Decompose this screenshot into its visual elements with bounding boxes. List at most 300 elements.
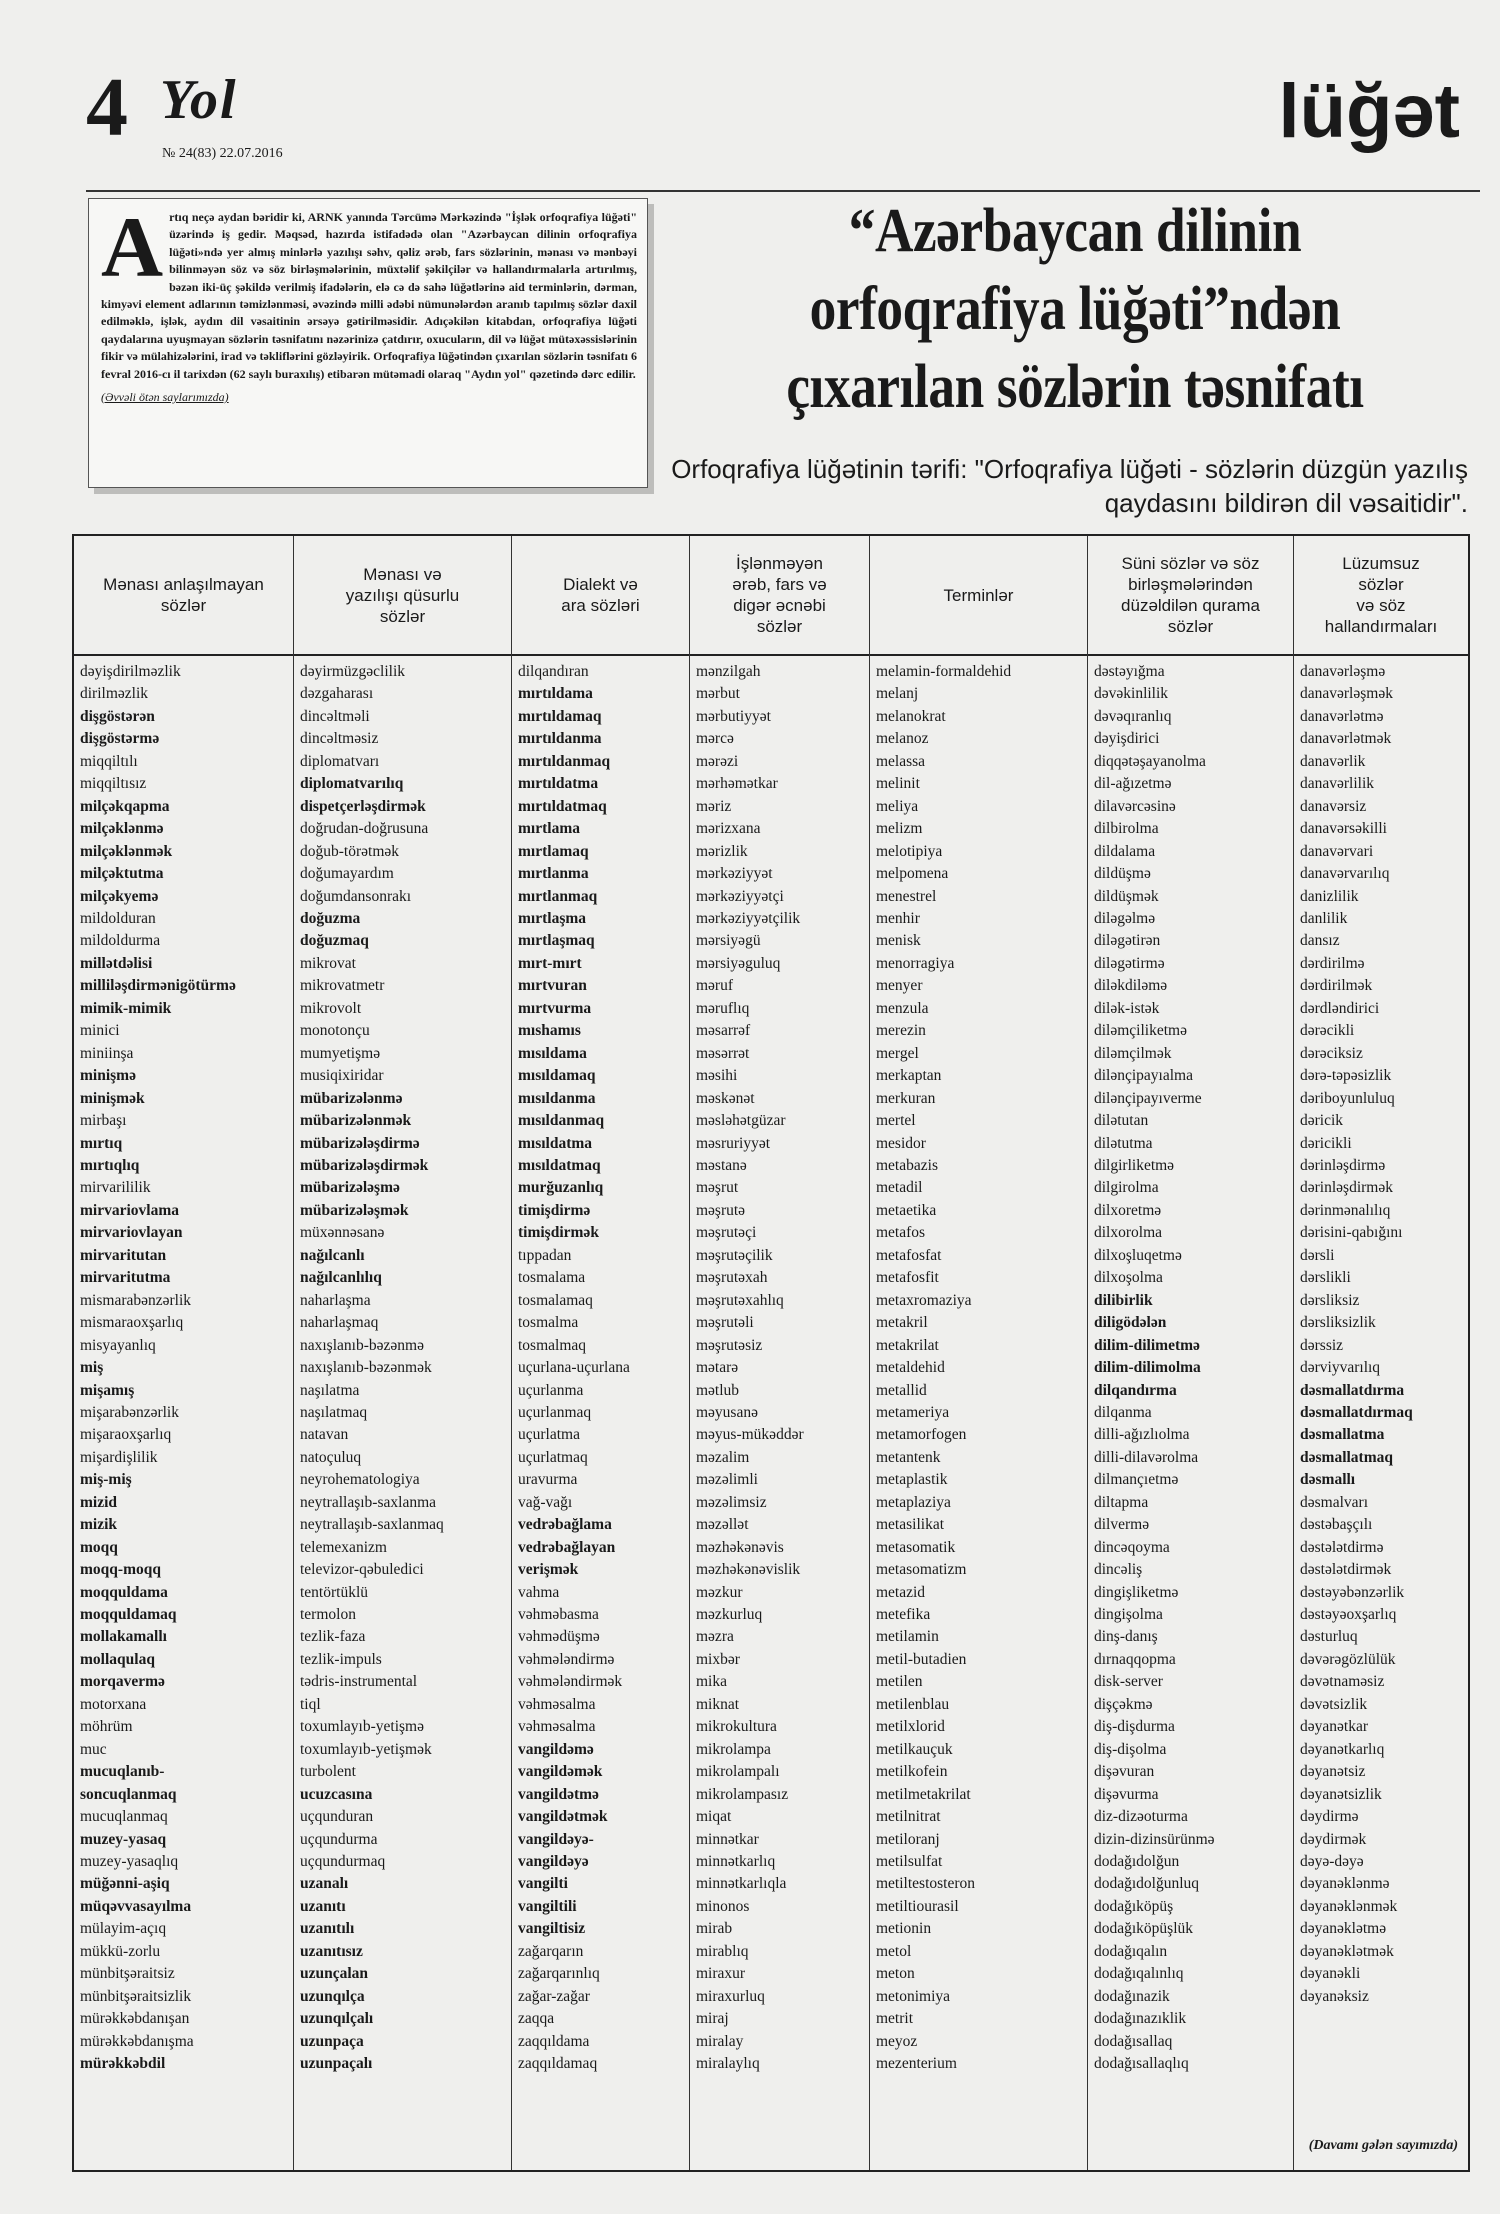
word-entry: məzəllət: [696, 1516, 749, 1534]
word-entry: məsarrəf: [696, 1022, 751, 1040]
word-entry: məsləhətgüzar: [696, 1112, 786, 1130]
definition-text: Orfoqrafiya lüğətinin tərifi: "Orfoqrafiya lüğəti - sözlərin düzgün yazılış qaydasını bildirən dil vəsaitidir".: [671, 454, 1468, 518]
word-entry: nağılcanlılıq: [300, 1269, 382, 1287]
word-entry: metiloranj: [876, 1830, 940, 1848]
headline: [727, 192, 1424, 426]
word-entry: vəhmədüşmə: [518, 1628, 600, 1646]
word-entry: milçəklənmə: [80, 820, 164, 838]
word-entry: melanoz: [876, 730, 929, 748]
word-entry: dərdirilmək: [1300, 977, 1373, 995]
continued-note: (Davamı gələn sayımızda): [1308, 2138, 1458, 2153]
intro-text: rtıq neçə aydan bəridir ki, ARNK yanında Tərcümə Mərkəzində "İşlək orfoqrafiya lüğəti" üzərində iş gedir. Məqsəd, hazırda istifadədə olan "Azərbaycan dilinin orfoqrafiya lüğəti»ndə yer almış minlərlə yazılışı səhv, qəliz ərəb, fars sözlərinin, mənası və mənbəyi bilinməyən söz və söz birləşmələrinin, müxtəlif şəkilçilər və hallandırmalarla artırılmış, bəzən iki-üç şəkildə verilmiş ifadələrin, elə cə də sahə lüğətlərinə aid terminlərin, dərman, kimyəvi element adlarının təmizlənməsi, əvəzində milli ədəbi nümunələrdən aranıb tapılmış sözlər daxil edilməklə, işlək, aydın dil vəsaitinin ərsəyə gətirilməsidir. Adıçəkilən kitabdan, orfoqrafiya lüğəti qaydalarına uyuşmayan sözlərin təsnifatını nəzərinizə çatdırır, oxucuların, dil və lüğət mütəxəssislərinin fikir və mülahizələrini, irad və təkliflərini gözləyirik. Orfoqrafiya lüğətindən çıxarılan sözlərin təsnifatı 6 fevral 2016-cı il tarixdən (62 saylı buraxılış) etibarən mütəmadi olaraq "Aydın yol" qəzetində dərc edilir.: [101, 210, 637, 381]
word-entry: mırtlama: [518, 820, 580, 838]
word-entry: dəyanəkli: [1300, 1965, 1361, 1983]
word-entry: dildüşmə: [1094, 865, 1151, 883]
word-entry: dişəvurma: [1094, 1785, 1159, 1803]
headline-line-2: orfoqrafiya lüğəti”ndən: [809, 275, 1341, 343]
word-entry: mübarizələnmə: [300, 1089, 403, 1107]
column-header-line: sözlər: [756, 617, 803, 636]
word-entry: mürəkkəbdil: [80, 2055, 166, 2073]
word-entry: mildolduran: [80, 909, 156, 927]
word-entry: zaqqa: [518, 2010, 555, 2028]
word-entry: dodağıqalınlıq: [1094, 1965, 1184, 1983]
word-entry: termolon: [300, 1606, 356, 1624]
word-entry: məzalim: [696, 1448, 750, 1466]
word-entry: doğumayardım: [300, 865, 394, 883]
word-entry: moqq-moqq: [80, 1561, 161, 1579]
word-entry: doğuzma: [300, 909, 361, 927]
word-entry: miş-miş: [80, 1471, 132, 1489]
word-entry: mərizlik: [696, 842, 748, 860]
word-entry: dəstəyığma: [1094, 663, 1165, 680]
word-entry: metonimiya: [876, 1987, 951, 2005]
word-entry: zağar-zağar: [518, 1987, 590, 2005]
word-entry: mübarizələşmə: [300, 1179, 400, 1197]
column-word-list: [870, 656, 1087, 2076]
word-entry: miş: [80, 1359, 104, 1377]
column-header-line: Süni sözlər və söz: [1121, 554, 1260, 573]
word-entry: dərslikli: [1300, 1269, 1351, 1287]
word-entry: mişardişlilik: [80, 1448, 158, 1466]
page-number: 4: [86, 61, 128, 154]
word-entry: mırtvuran: [518, 977, 587, 995]
column-header-line: birləşmələrindən: [1128, 575, 1253, 594]
word-entry: dərdirilmə: [1300, 954, 1365, 972]
word-entry: mikrovatmetr: [300, 977, 385, 995]
word-entry: dildüşmək: [1094, 887, 1159, 905]
word-entry: melizm: [876, 820, 923, 838]
word-entry: dilli-ağızlıolma: [1094, 1426, 1190, 1444]
word-entry: miqqiltılı: [80, 752, 138, 770]
word-entry: dəyanəklətmə: [1300, 1920, 1387, 1938]
word-entry: uçurlanmaq: [518, 1403, 592, 1421]
word-entry: metafosfit: [876, 1269, 939, 1287]
word-entry: mucuqlanmaq: [80, 1808, 168, 1826]
word-entry: dodağıdolğunluq: [1094, 1875, 1200, 1893]
word-entry: soncuqlanmaq: [80, 1785, 177, 1803]
word-entry: dəstəyəbənzərlik: [1300, 1583, 1405, 1601]
word-entry: məruflıq: [696, 999, 750, 1017]
word-entry: ucuzcasına: [300, 1785, 373, 1803]
word-entry: mısıldama: [518, 1044, 587, 1062]
word-entry: metionin: [876, 1920, 932, 1938]
word-entry: mırtlamaq: [518, 842, 589, 860]
word-entry: dəsmallatdırmaq: [1300, 1403, 1413, 1421]
word-entry: mərəzi: [696, 752, 739, 770]
word-entry: metilkofein: [876, 1763, 948, 1781]
word-entry: murğuzanlıq: [518, 1179, 604, 1197]
word-entry: dilxoşolma: [1094, 1269, 1163, 1287]
intro-note: (Əvvəli ötən saylarımızda): [101, 390, 229, 405]
word-entry: metazid: [876, 1583, 926, 1601]
word-entry: uçurlanma: [518, 1381, 584, 1399]
column-header-line: Dialekt və: [563, 575, 638, 594]
word-entry: dilbirolma: [1094, 820, 1159, 838]
word-entry: minişmə: [80, 1067, 136, 1085]
word-entry: tentörtüklü: [300, 1583, 369, 1601]
word-entry: misyayanlıq: [80, 1336, 156, 1354]
word-entry: dodağıqalın: [1094, 1942, 1168, 1960]
word-entry: dəsmallatma: [1300, 1426, 1385, 1444]
column-header: [1294, 536, 1468, 656]
word-entry: miraxur: [696, 1965, 746, 1983]
word-entry: mikrolampasız: [696, 1785, 789, 1803]
word-entry: mürəkkəbdanışan: [80, 2010, 190, 2028]
word-entry: milçəkqapma: [80, 797, 170, 815]
word-entry: neytrallaşıb-saxlanma: [300, 1493, 437, 1511]
word-entry: moqquldama: [80, 1583, 168, 1601]
word-entry: mırtıldatmaq: [518, 797, 607, 815]
word-entry: mucuqlanıb-: [80, 1763, 165, 1781]
word-entry: mərsiyəgü: [696, 932, 761, 950]
word-entry: məşrutəsiz: [696, 1336, 763, 1354]
word-entry: diləmçilmək: [1094, 1044, 1172, 1062]
word-entry: muzey-yasaq: [80, 1830, 167, 1848]
word-entry: möhrüm: [80, 1718, 133, 1736]
word-entry: mirvariovlama: [80, 1201, 180, 1219]
word-entry: dinş-danış: [1094, 1628, 1158, 1646]
word-entry: mırtıldamaq: [518, 707, 602, 725]
word-entry: dəydirmə: [1300, 1808, 1359, 1826]
word-entry: dişgöstərən: [80, 707, 155, 725]
word-entry: dincəltməsiz: [300, 730, 379, 748]
word-entry: metakril: [876, 1314, 928, 1332]
word-entry: məşrut: [696, 1179, 739, 1197]
word-entry: dəyanəklənmək: [1300, 1897, 1398, 1915]
word-entry: danavərlik: [1300, 752, 1366, 770]
word-entry: miniinşa: [80, 1044, 134, 1062]
word-entry: dəricikli: [1300, 1134, 1352, 1152]
word-entry: diplomatvarılıq: [300, 775, 404, 793]
word-entry: melpomena: [876, 865, 949, 883]
word-entry: məzra: [696, 1628, 734, 1646]
column-header-line: düzəldilən qurama: [1121, 596, 1260, 615]
word-entry: dərdləndirici: [1300, 999, 1380, 1017]
word-entry: uzanıtılı: [300, 1920, 355, 1938]
column-header-line: sözlər: [160, 596, 207, 615]
word-entry: münbitşəraitsizlik: [80, 1987, 192, 2005]
word-entry: məyus-mükəddər: [696, 1426, 804, 1444]
word-entry: dilxoretmə: [1094, 1201, 1162, 1219]
column-header-line: ara sözləri: [561, 596, 640, 615]
word-entry: minici: [80, 1022, 120, 1040]
column-word-list: [1294, 656, 1468, 2008]
word-entry: vəhməbasma: [518, 1606, 599, 1624]
word-entry: mısıldatma: [518, 1134, 593, 1152]
word-entry: metil-butadien: [876, 1650, 967, 1668]
word-entry: metilnitrat: [876, 1808, 941, 1826]
word-entry: mülayim-açıq: [80, 1920, 167, 1938]
word-entry: toxumlayıb-yetişmə: [300, 1718, 424, 1736]
word-entry: dodağısallaq: [1094, 2032, 1173, 2050]
word-entry: uzunpaçalı: [300, 2055, 373, 2073]
word-entry: menzula: [876, 999, 929, 1017]
word-entry: məşrutəli: [696, 1314, 754, 1332]
word-entry: milliləşdirmənigötürmə: [80, 977, 236, 995]
word-entry: dodağısallaqlıq: [1094, 2055, 1189, 2073]
intro-box: [88, 198, 648, 488]
column-header-line: ərəb, fars və: [732, 575, 827, 594]
word-entry: dəsmallatdırma: [1300, 1381, 1405, 1399]
word-entry: vangildətmə: [518, 1785, 599, 1803]
word-entry: mırtıq: [80, 1134, 123, 1152]
word-entry: metilxlorid: [876, 1718, 945, 1736]
word-entry: vağ-vağı: [518, 1493, 573, 1511]
word-entry: dilək-istək: [1094, 999, 1160, 1017]
word-entry: toxumlayıb-yetişmək: [300, 1740, 432, 1758]
word-entry: dingişolma: [1094, 1606, 1163, 1624]
column-word-list: [74, 656, 293, 2076]
word-entry: dəsmallatmaq: [1300, 1448, 1393, 1466]
column-header-line: digər əcnəbi: [733, 596, 826, 615]
word-entry: mırtıldanmaq: [518, 752, 611, 770]
word-entry: dil-ağızetmə: [1094, 775, 1172, 793]
word-entry: dəsmallı: [1300, 1471, 1356, 1489]
word-entry: dəyanəklətmək: [1300, 1942, 1394, 1960]
word-entry: vangildəyə: [518, 1853, 589, 1871]
word-entry: uçqundurmaq: [300, 1853, 386, 1871]
word-entry: dəsturluq: [1300, 1628, 1358, 1646]
word-entry: dilqandırma: [1094, 1381, 1177, 1399]
table-column: [1294, 536, 1468, 2170]
word-entry: dingişliketmə: [1094, 1583, 1179, 1601]
word-entry: danavərlətmə: [1300, 707, 1384, 725]
word-entry: mısıldanmaq: [518, 1112, 605, 1130]
word-entry: dansız: [1300, 932, 1340, 950]
column-header: [870, 536, 1087, 656]
word-entry: tədris-instrumental: [300, 1673, 418, 1691]
word-entry: mixbər: [696, 1650, 740, 1668]
word-entry: metaplastik: [876, 1471, 948, 1489]
word-entry: mərizxana: [696, 820, 761, 838]
word-entry: musiqixiridar: [300, 1067, 384, 1085]
word-entry: dərə-təpəsizlik: [1300, 1067, 1392, 1085]
word-entry: metamorfogen: [876, 1426, 967, 1444]
word-entry: metilenblau: [876, 1695, 950, 1713]
word-entry: dəstəbaşçılı: [1300, 1516, 1373, 1534]
word-entry: metilamin: [876, 1628, 939, 1646]
word-entry: dərinmənalılıq: [1300, 1201, 1391, 1219]
word-entry: mumyetişmə: [300, 1044, 381, 1062]
word-entry: dincəltməli: [300, 707, 370, 725]
word-entry: uçurlatmaq: [518, 1448, 588, 1466]
word-entry: muzey-yasaqlıq: [80, 1853, 179, 1871]
word-entry: mərsiyəguluq: [696, 954, 781, 972]
word-entry: mikrokultura: [696, 1718, 777, 1736]
word-entry: dilvermə: [1094, 1516, 1150, 1534]
word-entry: motorxana: [80, 1695, 147, 1713]
word-entry: dilqandıran: [518, 663, 589, 680]
column-header: [1088, 536, 1293, 656]
word-entry: tosmalmaq: [518, 1336, 587, 1354]
word-entry: diləgəlmə: [1094, 909, 1156, 927]
word-entry: dilətutma: [1094, 1134, 1153, 1152]
word-entry: dizin-dizinsürünmə: [1094, 1830, 1215, 1848]
word-entry: metakrilat: [876, 1336, 939, 1354]
word-entry: neytrallaşıb-saxlanmaq: [300, 1516, 444, 1534]
word-entry: dəriboyunluluq: [1300, 1089, 1395, 1107]
word-entry: vangildəyə-: [518, 1830, 594, 1848]
word-entry: dodağınazik: [1094, 1987, 1170, 2005]
word-entry: vedrəbağlama: [518, 1516, 612, 1534]
word-entry: mərkəziyyət: [696, 865, 773, 883]
word-entry: miralaylıq: [696, 2055, 760, 2073]
word-entry: dəvətnaməsiz: [1300, 1673, 1385, 1691]
word-entry: nağılcanlı: [300, 1246, 365, 1264]
word-entry: dilxoşluqetmə: [1094, 1246, 1182, 1264]
word-entry: mısıldanma: [518, 1089, 596, 1107]
word-entry: uçurlana-uçurlana: [518, 1359, 630, 1377]
word-entry: dəstəyəoxşarlıq: [1300, 1606, 1397, 1624]
word-entry: dəyanəklənmə: [1300, 1875, 1390, 1893]
word-entry: mırtlanmaq: [518, 887, 598, 905]
word-entry: dəyanətkar: [1300, 1718, 1368, 1736]
word-entry: məzəlimsiz: [696, 1493, 767, 1511]
word-entry: mirab: [696, 1920, 733, 1938]
word-entry: məstanə: [696, 1156, 747, 1174]
word-entry: mıshamıs: [518, 1022, 581, 1040]
word-entry: mildoldurma: [80, 932, 161, 950]
word-entry: məşrutəxahlıq: [696, 1291, 784, 1309]
word-entry: metafos: [876, 1224, 926, 1242]
word-entry: mırt-mırt: [518, 954, 582, 972]
word-entry: dincəliş: [1094, 1561, 1143, 1579]
word-entry: vəhməsalma: [518, 1695, 596, 1713]
word-entry: uzanıtı: [300, 1897, 346, 1915]
word-entry: merkuran: [876, 1089, 936, 1107]
word-entry: metasomatizm: [876, 1561, 967, 1579]
word-entry: mırtıldama: [518, 685, 593, 703]
word-entry: metefika: [876, 1606, 931, 1624]
word-entry: diş-dişdurma: [1094, 1718, 1175, 1736]
word-entry: metallid: [876, 1381, 927, 1399]
word-entry: metaplaziya: [876, 1493, 951, 1511]
word-entry: menisk: [876, 932, 921, 950]
word-entry: verişmək: [518, 1561, 579, 1579]
word-entry: mükkü-zorlu: [80, 1942, 161, 1960]
word-entry: məzhəkənəvislik: [696, 1561, 801, 1579]
word-entry: diş-dişolma: [1094, 1740, 1167, 1758]
word-entry: vəhmələndirmək: [518, 1673, 623, 1691]
table-column: [294, 536, 512, 2170]
word-entry: mirvaritutma: [80, 1269, 171, 1287]
word-entry: mirablıq: [696, 1942, 749, 1960]
word-entry: naşılatma: [300, 1381, 360, 1399]
word-entry: məsərrət: [696, 1044, 750, 1062]
word-entry: mərkəziyyətçi: [696, 887, 784, 905]
word-entry: dodağıdolğun: [1094, 1853, 1180, 1871]
word-entry: mesidor: [876, 1134, 926, 1152]
word-entry: mikrolampa: [696, 1740, 771, 1758]
word-entry: mika: [696, 1673, 727, 1691]
word-entry: dilqanma: [1094, 1403, 1152, 1421]
word-entry: dilənçipayıalma: [1094, 1067, 1193, 1085]
word-entry: tezlik-impuls: [300, 1650, 382, 1668]
word-entry: dişgöstərmə: [80, 730, 160, 748]
issue-info: № 24(83) 22.07.2016: [162, 146, 283, 161]
word-entry: doğrudan-doğrusuna: [300, 820, 429, 838]
word-entry: metasilikat: [876, 1516, 945, 1534]
word-entry: metilen: [876, 1673, 923, 1691]
word-entry: menyer: [876, 977, 923, 995]
word-entry: millətdəlisi: [80, 954, 153, 972]
word-entry: tosmalamaq: [518, 1291, 593, 1309]
word-entry: dəvərəgözlülük: [1300, 1650, 1396, 1668]
word-entry: uçqundurma: [300, 1830, 378, 1848]
word-entry: morqavermə: [80, 1673, 165, 1691]
word-entry: dəyirmüzgəclilik: [300, 663, 406, 680]
word-entry: danavərvari: [1300, 842, 1374, 860]
word-entry: məşrutə: [696, 1201, 746, 1219]
word-entry: uzunqılçalı: [300, 2010, 374, 2028]
word-entry: mollaqulaq: [80, 1650, 155, 1668]
word-entry: melotipiya: [876, 842, 943, 860]
word-entry: minişmək: [80, 1089, 145, 1107]
column-word-list: [1088, 656, 1293, 2076]
word-entry: tiql: [300, 1695, 321, 1713]
word-entry: məzkurluq: [696, 1606, 763, 1624]
word-entry: miqat: [696, 1808, 732, 1826]
column-header-line: Lüzumsuz: [1342, 554, 1420, 573]
word-entry: danavərləşmə: [1300, 663, 1386, 680]
word-entry: metasomatik: [876, 1538, 956, 1556]
word-entry: məzkur: [696, 1583, 743, 1601]
word-entry: mürəkkəbdanışma: [80, 2032, 194, 2050]
word-entry: mollakamallı: [80, 1628, 167, 1646]
word-entry: metaetika: [876, 1201, 937, 1219]
word-entry: vəhmələndirmə: [518, 1650, 615, 1668]
word-entry: vangildətmək: [518, 1808, 608, 1826]
word-entry: məskənət: [696, 1089, 755, 1107]
word-entry: miqqiltısız: [80, 775, 147, 793]
word-entry: mətlub: [696, 1381, 740, 1399]
word-entry: dərviyvarılıq: [1300, 1359, 1381, 1377]
word-entry: monotonçu: [300, 1022, 370, 1040]
word-entry: münbitşəraitsiz: [80, 1965, 175, 1983]
word-entry: dərsliksizlik: [1300, 1314, 1376, 1332]
word-entry: meliya: [876, 797, 919, 815]
column-header-line: və söz: [1356, 596, 1406, 615]
word-entry: mənzilgah: [696, 663, 761, 680]
word-entry: diqqətəşayanolma: [1094, 752, 1206, 770]
column-header-line: sözlər: [1358, 575, 1404, 594]
word-entry: mikrovat: [300, 954, 356, 972]
word-entry: mısıldatmaq: [518, 1156, 601, 1174]
drop-cap: A: [101, 199, 164, 295]
word-entry: mimik-mimik: [80, 999, 172, 1017]
word-entry: melamin-formaldehid: [876, 663, 1012, 680]
word-entry: vangiltili: [518, 1897, 577, 1915]
table-column: [870, 536, 1088, 2170]
word-entry: metiltiourasil: [876, 1897, 959, 1915]
word-entry: məşrutəçilik: [696, 1246, 773, 1264]
word-entry: merkaptan: [876, 1067, 942, 1085]
word-entry: milçəklənmək: [80, 842, 173, 860]
word-entry: mübarizələşdirmə: [300, 1134, 420, 1152]
word-entry: metameriya: [876, 1403, 950, 1421]
word-entry: vangilti: [518, 1875, 568, 1893]
column-header-line: Mənası və: [363, 564, 442, 584]
column-word-list: [294, 656, 511, 2076]
word-entry: müğənni-aşiq: [80, 1875, 170, 1893]
word-entry: dincəqoyma: [1094, 1538, 1170, 1556]
word-entry: danavərsiz: [1300, 797, 1367, 815]
word-entry: tezlik-faza: [300, 1628, 366, 1646]
column-header-line: yazılışı qüsurlu: [345, 585, 460, 605]
word-entry: vəhməsalma: [518, 1718, 596, 1736]
word-entry: zağarqarın: [518, 1942, 584, 1960]
word-entry: mirbaşı: [80, 1112, 127, 1130]
